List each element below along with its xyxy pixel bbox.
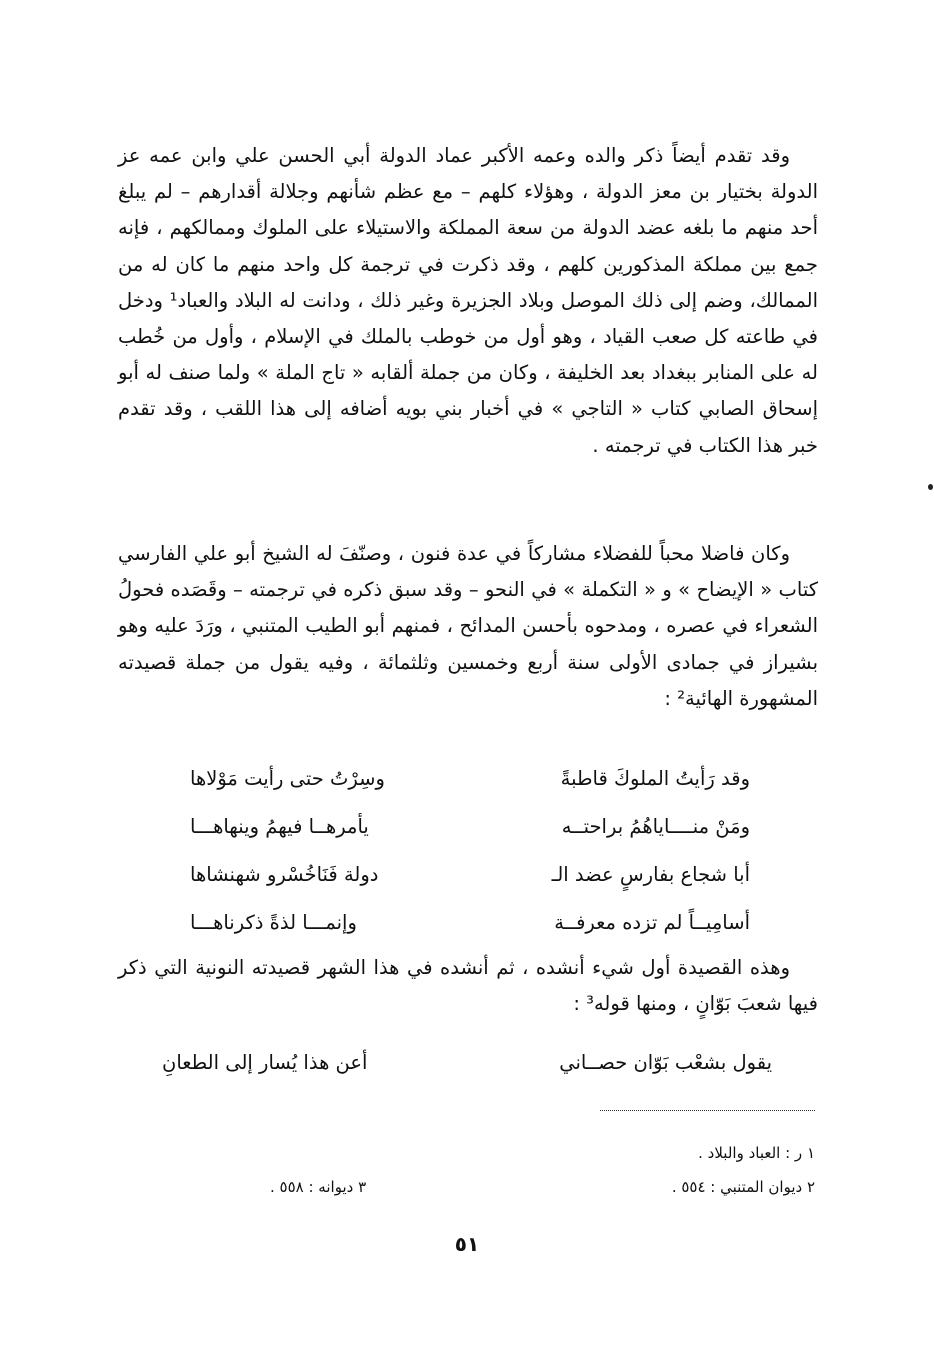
verse-second-hemistich: دولة فَنَاخُسْرو شهنشاها xyxy=(190,862,379,886)
poem-verses xyxy=(190,754,750,946)
verse-first-hemistich: أسامِيــاً لم تزده معرفــة xyxy=(554,910,750,934)
verse-first-hemistich: يقول بشعْب بَوّان حصــاني xyxy=(559,1050,772,1074)
verse-line xyxy=(190,754,750,802)
paragraph-3-text: وهذه القصيدة أول شيء أنشده ، ثم أنشده في هذا الشهر قصيدته النونية التي ذكر فيها شعبَ بَوّانٍ ، ومنها قوله³ : xyxy=(118,956,818,1016)
verse-first-hemistich: ومَنْ منــــاياهُمُ براحتــه xyxy=(561,814,750,838)
footnote-separator xyxy=(600,1110,815,1111)
footnote-3: ٣ ديوانه : ٥٥٨ . xyxy=(270,1178,367,1196)
paragraph-2-text: وكان فاضلا محباً للفضلاء مشاركاً في عدة فنون ، وصنّفَ له الشيخ أبو علي الفارسي كتاب « الإيضاح » و « التكملة » في النحو – وقد سبق ذكره في ترجمته – وقَصَده فحولُ الشعراء في عصره ، ومدحوه بأحسن المدائح ، فمنهم أبو الطيب المتنبي ، ورَدَ عليه وهو بشيراز في جمادى الأولى سنة أربع وخمسين وثلثمائة ، وفيه يقول من جملة قصيدته المشهورة الهائية² : xyxy=(118,542,818,710)
verse-first-hemistich: أبا شجاع بفارسٍ عضد الـ xyxy=(551,862,750,886)
paragraph-1-text: وقد تقدم أيضاً ذكر والده وعمه الأكبر عماد الدولة أبي الحسن علي وابن عمه عز الدولة بختيار بن معز الدولة ، وهؤلاء كلهم – مع عظم شأنهم وجلالة أقدارهم – لم يبلغ أحد منهم ما بلغه عضد الدولة من سعة المملكة والاستيلاء على الملوك وممالكهم ، فإنه جمع بين مملكة المذكورين كلهم ، وقد ذكرت في ترجمة كل واحد منهم ما كان له من الممالك، وضم إلى ذلك الموصل وبلاد الجزيرة وغير ذلك ، ودانت له البلاد والعباد¹ ودخل في طاعته كل صعب القياد ، وهو أول من خوطب بالملك في الإسلام ، وأول من خُطب له على المنابر ببغداد بعد الخليفة ، وكان من جملة ألقابه « تاج الملة » ولما صنف له أبو إسحاق الصابي كتاب « التاجي » في أخبار بني بويه أضافه إلى هذا اللقب ، وقد تقدم خبر هذا الكتاب في ترجمته . xyxy=(118,144,818,457)
verse-second-hemistich: يأمرهــا فيهمُ وينهاهـــا xyxy=(190,814,369,838)
verse-second-hemistich: وسِرْتُ حتى رأيت مَوْلاها xyxy=(190,766,385,790)
single-verse xyxy=(162,1042,772,1082)
footnotes xyxy=(270,1136,815,1204)
verse-line xyxy=(190,850,750,898)
page-number: ٥١ xyxy=(454,1232,480,1256)
paragraph-3 xyxy=(118,950,818,1022)
verse-line xyxy=(190,898,750,946)
verse-line xyxy=(190,802,750,850)
verse-second-hemistich: وإنمـــا لذةً ذكرناهـــا xyxy=(190,910,357,934)
footnote-1: ١ ر : العباد والبلاد . xyxy=(698,1144,815,1162)
paragraph-1 xyxy=(118,138,818,464)
footnote-row xyxy=(270,1170,815,1204)
verse-second-hemistich: أعن هذا يُسار إلى الطعانِ xyxy=(162,1050,368,1074)
verse-first-hemistich: وقد رَأيتُ الملوكَ قاطبةً xyxy=(560,766,750,790)
scan-speck xyxy=(928,484,933,490)
paragraph-2 xyxy=(118,536,818,717)
footnote-2: ٢ ديوان المتنبي : ٥٥٤ . xyxy=(671,1178,815,1196)
